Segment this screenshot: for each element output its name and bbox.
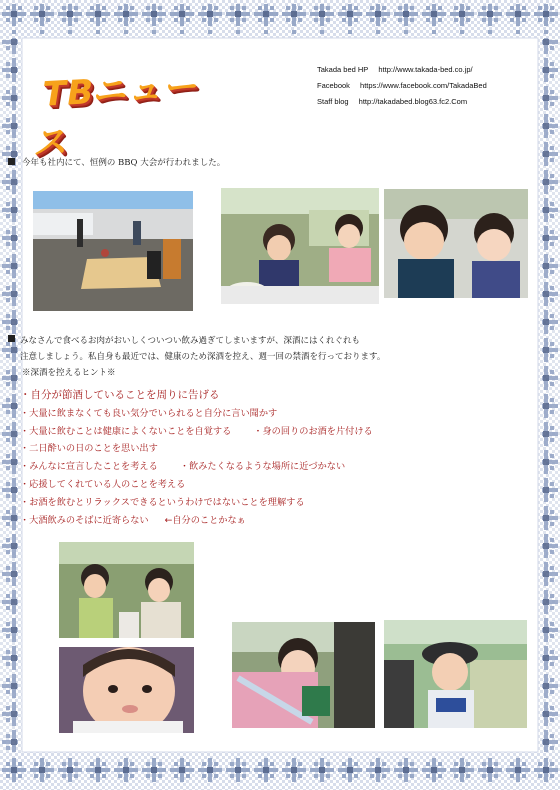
hint-item: ・大量に飲まなくても良い気分でいられると自分に言い聞かす <box>20 407 278 419</box>
paragraph-line-2: 注意しましょう。私自身も最近では、健康のため深酒を控え、週一回の禁酒を行っております。 <box>20 352 386 362</box>
bullet-square-2 <box>8 335 15 342</box>
hints-list <box>20 387 373 529</box>
photo-baby-closeup <box>59 647 194 733</box>
facebook-url[interactable]: https://www.facebook.com/TakadaBed <box>360 81 487 90</box>
photo-children-table <box>221 188 379 304</box>
link-row-facebook: Facebook https://www.facebook.com/TakadaBed <box>317 81 487 90</box>
header-links <box>317 62 487 110</box>
link-row-hp: Takada bed HP http://www.takada-bed.co.jp/ <box>317 65 473 74</box>
photo-baby-sling <box>232 622 375 728</box>
bullet-square-1 <box>8 158 15 165</box>
hint-item: ・お酒を飲むとリラックスできるというわけではないことを理解する <box>20 496 305 508</box>
hint-item: ・大酒飲みのそばに近寄らない ←自分のことかなぁ <box>20 514 246 526</box>
hint-item: ・二日酔いの日のことを思い出す <box>20 443 158 455</box>
photo-two-children-smiling <box>384 189 528 298</box>
photo-boy-cap <box>384 620 527 728</box>
logo-text: TBニュース <box>31 66 204 164</box>
blog-url[interactable]: http://takadabed.blog63.fc2.Com <box>358 97 468 106</box>
drinking-paragraph <box>20 333 385 381</box>
hp-url[interactable]: http://www.takada-bed.co.jp/ <box>378 65 473 74</box>
hint-item: ・応援してくれている人のことを考える <box>20 478 186 490</box>
hint-item: ・みんなに宣言したことを考える ・飲みたくなるような場所に近づかない <box>20 461 346 473</box>
link-row-blog: Staff blog http://takadabed.blog63.fc2.Com <box>317 97 468 106</box>
intro-text: 今年も社内にて、恒例の BBQ 大会が行われました。 <box>22 158 226 168</box>
hint-item: ・大量に飲むことは健康によくないことを自覚する ・身の回りのお酒を片付ける <box>20 425 373 437</box>
hint-item: ・自分が節酒していることを周りに告げる <box>20 389 220 401</box>
photo-children-group <box>59 542 194 638</box>
hints-heading: ※深酒を控えるヒント※ <box>22 368 116 378</box>
photo-bbq-outdoor <box>33 191 193 311</box>
paragraph-line-1: みなさんで食べるお肉がおいしくついつい飲み過ぎてしまいますが、深酒にはくれぐれも <box>20 336 361 346</box>
